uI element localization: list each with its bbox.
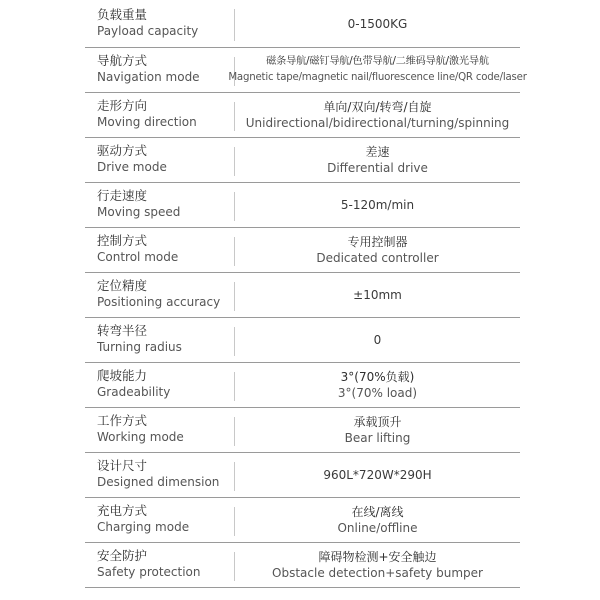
spec-label-zh: 导航方式 <box>97 53 148 68</box>
spec-value-zh: 承载顶升 <box>353 415 402 429</box>
spec-value <box>235 0 520 47</box>
spec-value-zh: 在线/离线 <box>351 505 404 519</box>
spec-value-en: 5-120m/min <box>340 198 415 212</box>
spec-row-safety-protection <box>85 543 520 588</box>
spec-label-en: Working mode <box>97 430 184 444</box>
spec-value <box>235 318 520 362</box>
spec-row-navigation-mode <box>85 48 527 93</box>
spec-label <box>97 278 233 310</box>
spec-row-charging-mode <box>85 498 520 543</box>
spec-label-zh: 走形方向 <box>97 98 148 113</box>
spec-value-en: Unidirectional/bidirectional/turning/spinning <box>245 116 510 130</box>
spec-value-en: Bear lifting <box>344 431 411 445</box>
spec-label-zh: 爬坡能力 <box>97 368 148 383</box>
spec-label <box>97 323 233 355</box>
spec-label-zh: 负载重量 <box>97 7 148 22</box>
spec-value <box>235 138 520 182</box>
spec-label <box>97 503 233 535</box>
spec-row-turning-radius <box>85 318 520 363</box>
spec-label-zh: 安全防护 <box>97 548 148 563</box>
spec-value-en: ±10mm <box>353 288 402 302</box>
spec-table <box>85 0 527 588</box>
spec-label <box>97 458 233 490</box>
spec-label <box>97 98 233 130</box>
spec-value-zh: 磁条导航/磁钉导航/色带导航/二维码导航/激光导航 <box>266 56 489 67</box>
spec-label-zh: 控制方式 <box>97 233 148 248</box>
spec-row-drive-mode <box>85 138 520 183</box>
spec-label-en: Positioning accuracy <box>97 295 221 309</box>
spec-label-en: Safety protection <box>97 565 201 579</box>
spec-value-en: Magnetic tape/magnetic nail/fluorescence line/QR code/laser <box>228 72 527 83</box>
spec-label <box>97 413 233 445</box>
spec-value-en: 0-1500KG <box>347 16 408 31</box>
spec-label-en: Drive mode <box>97 160 167 174</box>
spec-value <box>235 228 520 272</box>
spec-value <box>235 273 520 317</box>
spec-value-en: 0 <box>373 333 382 347</box>
spec-row-payload-capacity <box>85 0 520 48</box>
spec-label-zh: 工作方式 <box>97 413 148 428</box>
spec-row-control-mode <box>85 228 520 273</box>
spec-row-working-mode <box>85 408 520 453</box>
spec-value-en: Obstacle detection+safety bumper <box>272 566 483 580</box>
spec-label <box>97 143 233 175</box>
spec-label-en: Charging mode <box>97 520 190 534</box>
spec-value-en: Differential drive <box>327 161 428 175</box>
spec-label-zh: 转弯半径 <box>97 323 148 338</box>
spec-label-en: Turning radius <box>97 340 182 354</box>
spec-value <box>235 543 520 587</box>
spec-label-zh: 行走速度 <box>97 188 148 203</box>
spec-value <box>228 48 527 92</box>
spec-label <box>97 548 233 580</box>
spec-value-en: 960L*720W*290H <box>323 468 432 482</box>
spec-value <box>235 498 520 542</box>
spec-label-zh: 设计尺寸 <box>97 458 148 473</box>
spec-row-positioning-accuracy <box>85 273 520 318</box>
spec-label <box>97 188 233 220</box>
spec-label-zh: 定位精度 <box>97 278 148 293</box>
spec-value <box>235 453 520 497</box>
spec-label <box>97 233 233 265</box>
spec-value <box>235 183 520 227</box>
spec-label-en: Moving speed <box>97 205 181 219</box>
spec-value-zh: 专用控制器 <box>347 235 408 249</box>
spec-label-en: Navigation mode <box>97 70 200 84</box>
spec-value-zh: 障碍物检测+安全触边 <box>318 550 437 564</box>
spec-value <box>235 93 520 137</box>
spec-value <box>235 408 520 452</box>
spec-value-en: Online/offline <box>337 521 418 535</box>
spec-row-gradeability <box>85 363 520 408</box>
spec-label-en: Control mode <box>97 250 179 264</box>
spec-row-designed-dimension <box>85 453 520 498</box>
spec-value-zh: 单向/双向/转弯/自旋 <box>323 100 432 114</box>
spec-value-en: 3°(70% load) <box>337 386 418 400</box>
spec-label-en: Payload capacity <box>97 24 199 38</box>
spec-value-en: Dedicated controller <box>316 251 439 265</box>
spec-label-en: Moving direction <box>97 115 197 129</box>
spec-row-moving-direction <box>85 93 520 138</box>
spec-row-moving-speed <box>85 183 520 228</box>
spec-label <box>97 7 233 39</box>
spec-value-zh: 3°(70%负载) <box>340 370 415 384</box>
spec-value-zh: 差速 <box>365 145 390 159</box>
spec-label-zh: 驱动方式 <box>97 143 148 158</box>
spec-label-en: Designed dimension <box>97 475 220 489</box>
spec-label <box>97 368 233 400</box>
spec-label-en: Gradeability <box>97 385 171 399</box>
spec-value <box>235 363 520 407</box>
spec-label <box>97 53 233 85</box>
spec-label-zh: 充电方式 <box>97 503 148 518</box>
